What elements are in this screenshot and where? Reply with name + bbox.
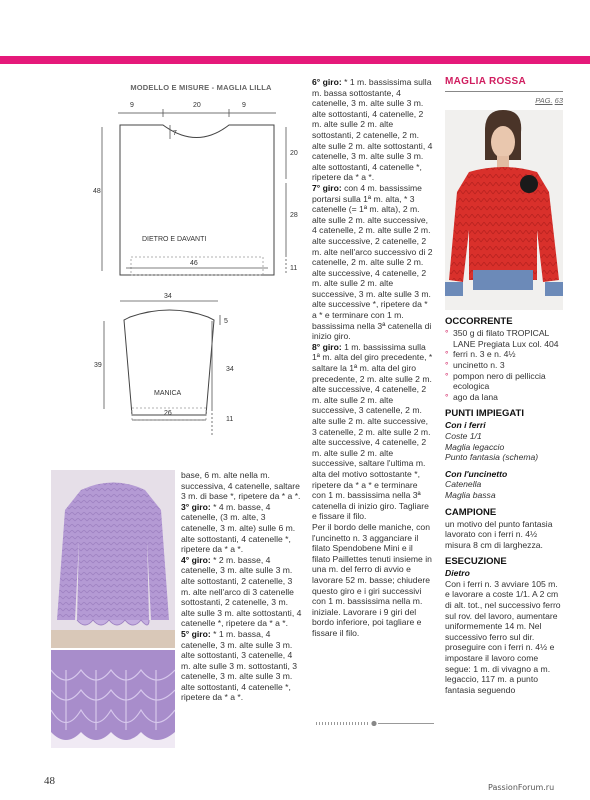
page-number: 48 bbox=[44, 775, 55, 787]
dietro-text: Con i ferri n. 3 avviare 105 m. e lavorare a coste 1/1. A 2 cm di alt. tot., nel successivo ferro sul rov. del lavoro, aumentare uniformemente 14 m. Nel successivo ferro sul dir. proseguire con i ferri n. 4½ e impostare il lavoro come segue: 1 m. di vivagno a m. legaccio, 117 m. a punto fantasia seguendo bbox=[445, 578, 561, 695]
giro-7-label: 7° giro: bbox=[312, 182, 342, 193]
magenta-top-bar bbox=[0, 56, 590, 64]
stitch-item: Maglia legaccio bbox=[445, 441, 505, 452]
campione-title: CAMPIONE bbox=[445, 506, 497, 518]
instructions-column-3 bbox=[445, 77, 563, 695]
dim-sleeve-left: 39 bbox=[94, 362, 102, 369]
dim-neck: 7 bbox=[173, 130, 177, 137]
divider-ornament bbox=[316, 720, 434, 726]
red-sweater-photo bbox=[445, 110, 563, 310]
giro-4-label: 4° giro: bbox=[181, 554, 211, 565]
giro-8-text: 1 m. bassissima sulla 1ª m. alta del giro precedente, * saltare la 1ª m. alta del giro precedente, 2 m. alte sulle 2 m. alte successive, 4 catenelle, 2 m. alte sulle 2 m. alte successive, 3 catenelle, 2 m. alte sulle 2 m. alte successive, 3 catenelle, 2 m. alte sulle 2 m. alte successive, 4 catenelle, 2 m. alte sulle 2 m. alte successive, saltare l'ultima m. alta del motivo sottostante *, ripetere da * a * e terminare con 1 m. bassissima nella 3ª catenella di inizio giro. Tagliare e fissare il filo. bbox=[312, 341, 433, 522]
material-item: ° pompon nero di pelliccia ecologica bbox=[445, 371, 563, 392]
instructions-column-1 bbox=[181, 470, 302, 703]
material-item: ° uncinetto n. 3 bbox=[445, 360, 563, 371]
dim-sleeve-bottom: 26 bbox=[164, 410, 172, 417]
dietro-subtitle: Dietro bbox=[445, 568, 470, 579]
stitch-item: Coste 1/1 bbox=[445, 430, 482, 441]
stitch-item: Catenella bbox=[445, 479, 482, 490]
dim-total-height: 48 bbox=[93, 188, 101, 195]
page-ref-number: 63 bbox=[554, 95, 563, 105]
section-heading-maglia-rossa: MAGLIA ROSSA bbox=[445, 76, 527, 87]
giro-3-text: * 4 m. basse, 4 catenelle, (3 m. alte, 3 catenelle, 3 m. alte) sulle 6 m. alte sottostanti, 4 catenelle *, ripetere da * a *. bbox=[181, 501, 296, 555]
campione-text: un motivo del punto fantasia lavorato con i ferri n. 4½ misura 8 cm di larghezza. bbox=[445, 518, 553, 550]
material-item: ° ferri n. 3 e n. 4½ bbox=[445, 349, 563, 360]
lilac-sweater-photo bbox=[51, 470, 175, 648]
body-label: DIETRO E DAVANTI bbox=[142, 236, 207, 243]
page-ref-prefix: PAG. bbox=[535, 95, 553, 105]
dim-side-upper: 20 bbox=[290, 150, 298, 157]
giro-8-label: 8° giro: bbox=[312, 341, 342, 352]
giro-5-text: * 1 m. bassa, 4 catenelle, 3 m. alte sulle 3 m. alte sottostanti, 3 catenelle, 4 m. alte sulle 3 m. sottostanti, 3 catenelle, 3 m. alte sulle 3 m. alte sottostanti, 4 catenelle *, ripetere da * a *. bbox=[181, 628, 298, 703]
ferri-subtitle: Con i ferri bbox=[445, 420, 486, 431]
lilac-lace-closeup-photo bbox=[51, 650, 175, 748]
page-ref bbox=[445, 96, 563, 107]
sleeve-label: MANICA bbox=[154, 390, 182, 397]
sleeve-border-text: Per il bordo delle maniche, con l'uncinetto n. 3 agganciare il filato Spendobene Mini e il filato Paillettes tenuti insieme in una m. del ferro di avvio e lavorare 52 m. basse; chiudere questo giro e i giri successivi con 1 m. bassissima nella m. iniziale. Lavorare i 9 giri del bordo inferiore, poi tagliare e fissare il filo. bbox=[312, 521, 432, 638]
dim-20-top: 20 bbox=[193, 102, 201, 109]
giro-5-label: 5° giro: bbox=[181, 628, 211, 639]
schema-title: MODELLO E MISURE - MAGLIA LILLA bbox=[130, 83, 272, 92]
dim-rib: 11 bbox=[290, 265, 298, 272]
occorrente-title: OCCORRENTE bbox=[445, 316, 513, 328]
giro-7-text: con 4 m. bassissime portarsi sulla 1ª m. alta, * 3 catenelle (= 1ª m. alta), 2 m. alte sulle 2 m. alte successive, 4 catenelle, 2 m. alte sulle 2 m. alte successive, 2 catenelle, 2 m. alte nell'arco successivo di 2 catenelle, 2 m. alte sulle 2 m. alte successive, 4 catenelle, 2 m. alte sulle 2 m. alte successive, 3 m. alte sulle 3 m. alte successive *, ripetere da * a * e terminare con 1 m. bassissima nella 3ª catenella di inizio giro. bbox=[312, 182, 433, 342]
stitch-item: Punto fantasia (schema) bbox=[445, 452, 539, 463]
dim-sleeve-right: 34 bbox=[226, 366, 234, 373]
watermark: PassionForum.ru bbox=[488, 783, 555, 792]
material-item: ° 350 g di filato TROPICAL LANE Pregiata Lux col. 404 bbox=[445, 328, 563, 349]
stitch-item: Maglia bassa bbox=[445, 489, 496, 500]
heading-rule bbox=[445, 91, 563, 92]
dim-side-lower: 28 bbox=[290, 212, 298, 219]
measurement-schema bbox=[90, 95, 312, 440]
giro-4-text: * 2 m. basse, 4 catenelle, 3 m. alte sulle 3 m. alte sottostanti, 2 catenelle, 3 m. alte nell'arco di 3 catenelle sottostanti, 2 catenelle, 3 m. alte sulle 3 m. alte sottostanti, 4 catenelle *, ripetere da * a *. bbox=[181, 554, 302, 629]
punti-title: PUNTI IMPIEGATI bbox=[445, 408, 524, 420]
instructions-column-2 bbox=[312, 77, 433, 638]
dim-width: 46 bbox=[190, 260, 198, 267]
dim-sleeve-rib: 11 bbox=[226, 416, 234, 423]
dim-9-left: 9 bbox=[130, 102, 134, 109]
col1-para-0: base, 6 m. alte nella m. successiva, 4 catenelle, saltare 3 m. di base *, ripetere da * a *. bbox=[181, 470, 301, 502]
uncinetto-subtitle: Con l'uncinetto bbox=[445, 468, 508, 479]
giro-6-text: * 1 m. bassissima sulla m. bassa sottostante, 4 catenelle, 3 m. alte sulle 3 m. alte sottostanti, 4 catenelle, 2 m. alte sulle 2 m. alte sottostanti, 2 catenelle, 2 m. alte sulle 2 m. alte sottostanti, 4 catenelle, 3 m. alte sulle 3 m. alte sottostanti, 4 catenelle *, ripetere da * a *. bbox=[312, 77, 433, 183]
giro-3-label: 3° giro: bbox=[181, 501, 211, 512]
dim-9-right: 9 bbox=[242, 102, 246, 109]
dim-sleeve-top: 34 bbox=[164, 293, 172, 300]
dim-sleeve-cap: 5 bbox=[224, 318, 228, 325]
giro-6-label: 6° giro: bbox=[312, 77, 342, 87]
esecuzione-title: ESECUZIONE bbox=[445, 556, 507, 568]
material-item: ° ago da lana bbox=[445, 392, 563, 403]
